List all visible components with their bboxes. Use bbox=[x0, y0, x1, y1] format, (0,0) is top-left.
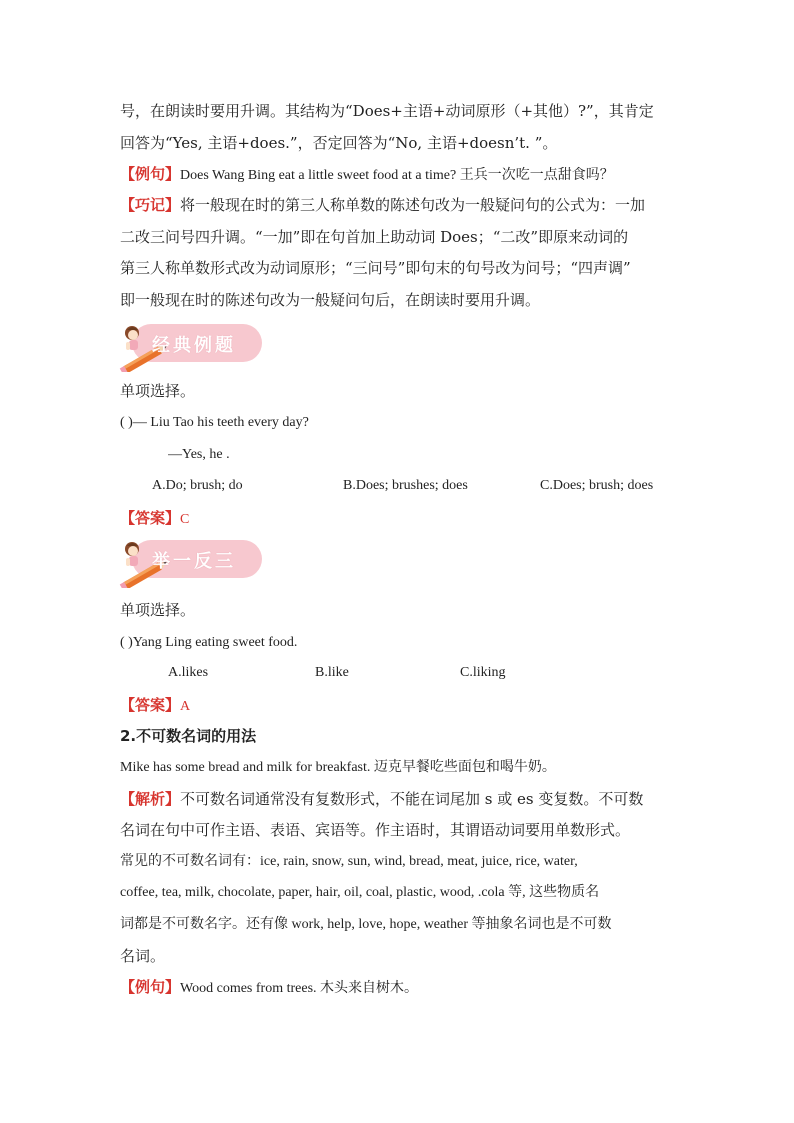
answer-tag: 【答案】 bbox=[120, 696, 181, 714]
analysis-line: 常见的不可数名词有：ice, rain, snow, sun, wind, bread, meat, juice, rice, water, bbox=[120, 854, 578, 869]
answer-line bbox=[120, 508, 676, 530]
answer-value: A bbox=[180, 699, 191, 714]
example-tag: 【例句】 bbox=[120, 978, 181, 996]
question-stem: ( )— Liu Tao his teeth every day? bbox=[120, 415, 309, 430]
section-banner-practice bbox=[116, 532, 266, 588]
instruction: 单项选择。 bbox=[120, 601, 196, 619]
example-sentence bbox=[120, 977, 676, 999]
memo-text: 将一般现在时的第三人称单数的陈述句改为一般疑问句的公式为：一加 bbox=[180, 196, 646, 214]
option-c: C.liking bbox=[460, 665, 506, 680]
memo-line bbox=[120, 195, 676, 215]
memo-line: 第三人称单数形式改为动词原形；“三问号”即句末的句号改为问号；“四声调” bbox=[120, 259, 631, 277]
answer-line bbox=[120, 695, 676, 717]
analysis-line: 名词。 bbox=[120, 947, 166, 965]
question-stem: ( )Yang Ling eating sweet food. bbox=[120, 635, 298, 650]
memo-line: 即一般现在时的陈述句改为一般疑问句后，在朗读时要用升调。 bbox=[120, 291, 541, 309]
example-text: Does Wang Bing eat a little sweet food at a time? 王兵一次吃一点甜食吗？ bbox=[180, 168, 614, 183]
option-a: A.Do; brush; do bbox=[152, 478, 243, 493]
example-text: Wood comes from trees. 木头来自树木。 bbox=[180, 981, 419, 996]
paragraph-line: 号，在朗读时要用升调。其结构为“Does+主语+动词原形（+其他）?”，其肯定 bbox=[120, 102, 654, 120]
banner-label: 经典例题 bbox=[152, 335, 236, 356]
memo-tag: 【巧记】 bbox=[120, 196, 181, 214]
instruction: 单项选择。 bbox=[120, 382, 196, 400]
answer-value: C bbox=[180, 512, 190, 527]
analysis-tag: 【解析】 bbox=[120, 790, 181, 808]
section-banner-classic bbox=[116, 316, 266, 372]
answer-tag: 【答案】 bbox=[120, 509, 181, 527]
option-a: A.likes bbox=[168, 665, 209, 680]
memo-line: 二改三问号四升调。“一加”即在句首加上助动词 Does；“二改”即原来动词的 bbox=[120, 228, 629, 246]
key-sentence: Mike has some bread and milk for breakfast. 迈克早餐吃些面包和喝牛奶。 bbox=[120, 760, 556, 775]
analysis-line: 名词在句中可作主语、表语、宾语等。作主语时，其谓语动词要用单数形式。 bbox=[120, 821, 631, 839]
example-tag: 【例句】 bbox=[120, 165, 181, 183]
section-title: 2.不可数名词的用法 bbox=[120, 727, 257, 745]
analysis-text: 不可数名词通常没有复数形式，不能在词尾加 s 或 es 变复数。不可数 bbox=[180, 790, 644, 808]
banner-label: 举一反三 bbox=[152, 551, 236, 572]
analysis-line: coffee, tea, milk, chocolate, paper, hair, oil, coal, plastic, wood, .cola 等, 这些物质名 bbox=[120, 885, 600, 900]
analysis-line: 词都是不可数名字。还有像 work, help, love, hope, weather 等抽象名词也是不可数 bbox=[120, 917, 612, 932]
paragraph-line: 回答为“Yes, 主语+does.”，否定回答为“No, 主语+doesn’t. ”。 bbox=[120, 134, 558, 152]
option-c: C.Does; brush; does bbox=[540, 478, 654, 493]
analysis-line bbox=[120, 789, 676, 809]
option-b: B.Does; brushes; does bbox=[343, 478, 468, 493]
option-b: B.like bbox=[315, 665, 349, 680]
question-reply: —Yes, he . bbox=[168, 447, 230, 462]
example-sentence bbox=[120, 164, 676, 186]
